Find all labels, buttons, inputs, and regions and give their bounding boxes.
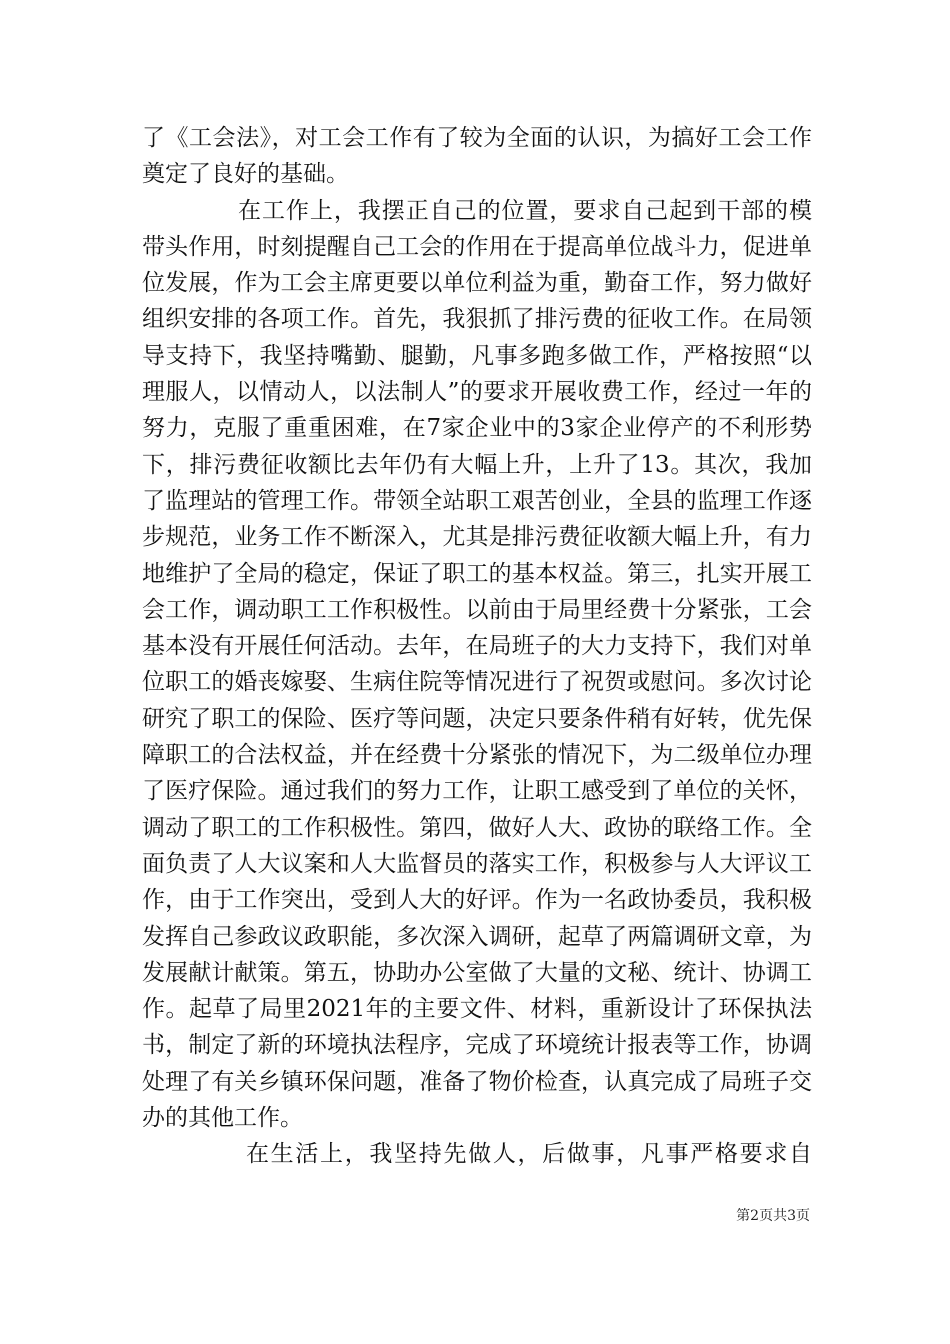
text-line: 发挥自己参政议政职能，多次深入调研，起草了两篇调研文章，为: [142, 923, 812, 950]
text-line: 调动了职工的工作积极性。第四，做好人大、政协的联络工作。全: [142, 814, 812, 841]
text-line: 会工作，调动职工工作积极性。以前由于局里经费十分紧张，工会: [142, 596, 812, 623]
text-line: 带头作用，时刻提醒自己工会的作用在于提高单位战斗力，促进单: [142, 233, 812, 260]
paragraph-start-line: 在工作上，我摆正自己的位置，要求自己起到干部的模: [238, 197, 812, 224]
text-line: 了《工会法》，对工会工作有了较为全面的认识，为搞好工会工作: [142, 125, 812, 151]
text-line: 办的其他工作。: [142, 1105, 303, 1132]
text-line: 作，由于工作突出，受到人大的好评。作为一名政协委员，我积极: [142, 887, 812, 914]
text-line: 障职工的合法权益，并在经费十分紧张的情况下，为二级单位办理: [142, 742, 812, 769]
text-line: 面负责了人大议案和人大监督员的落实工作，积极参与人大评议工: [142, 850, 812, 877]
text-line: 研究了职工的保险、医疗等问题，决定只要条件稍有好转，优先保: [142, 705, 812, 732]
text-line: 组织安排的各项工作。首先，我狠抓了排污费的征收工作。在局领: [142, 306, 812, 333]
text-line: 步规范，业务工作不断深入，尤其是排污费征收额大幅上升，有力: [142, 524, 812, 551]
text-line: 地维护了全局的稳定，保证了职工的基本权益。第三，扎实开展工: [142, 560, 812, 587]
text-line: 位职工的婚丧嫁娶、生病住院等情况进行了祝贺或慰问。多次讨论: [142, 669, 812, 696]
page-number-footer: 第2页共3页: [736, 1208, 810, 1224]
text-line: 下，排污费征收额比去年仍有大幅上升，上升了13。其次，我加: [142, 451, 812, 478]
text-line: 发展献计献策。第五，协助办公室做了大量的文秘、统计、协调工: [142, 959, 812, 986]
text-line: 了医疗保险。通过我们的努力工作，让职工感受到了单位的关怀，: [142, 778, 812, 805]
text-line: 书，制定了新的环境执法程序，完成了环境统计报表等工作，协调: [142, 1032, 812, 1059]
paragraph-start-line: 在生活上，我坚持先做人，后做事，凡事严格要求自: [246, 1141, 812, 1168]
text-line: 处理了有关乡镇环保问题，准备了物价检查，认真完成了局班子交: [142, 1068, 812, 1095]
text-line: 基本没有开展任何活动。去年，在局班子的大力支持下，我们对单: [142, 633, 812, 660]
text-line: 努力，克服了重重困难，在7家企业中的3家企业停产的不利形势: [142, 415, 812, 442]
text-line: 了监理站的管理工作。带领全站职工艰苦创业，全县的监理工作逐: [142, 487, 812, 514]
text-line: 导支持下，我坚持嘴勤、腿勤，凡事多跑多做工作，严格按照“以: [142, 342, 812, 369]
text-line: 奠定了良好的基础。: [142, 161, 349, 188]
text-line: 作。起草了局里2021年的主要文件、材料，重新设计了环保执法: [142, 996, 812, 1023]
text-line: 位发展，作为工会主席更要以单位利益为重，勤奋工作，努力做好: [142, 270, 812, 297]
text-line: 理服人，以情动人，以法制人”的要求开展收费工作，经过一年的: [142, 379, 812, 406]
body-text: [142, 120, 812, 1173]
